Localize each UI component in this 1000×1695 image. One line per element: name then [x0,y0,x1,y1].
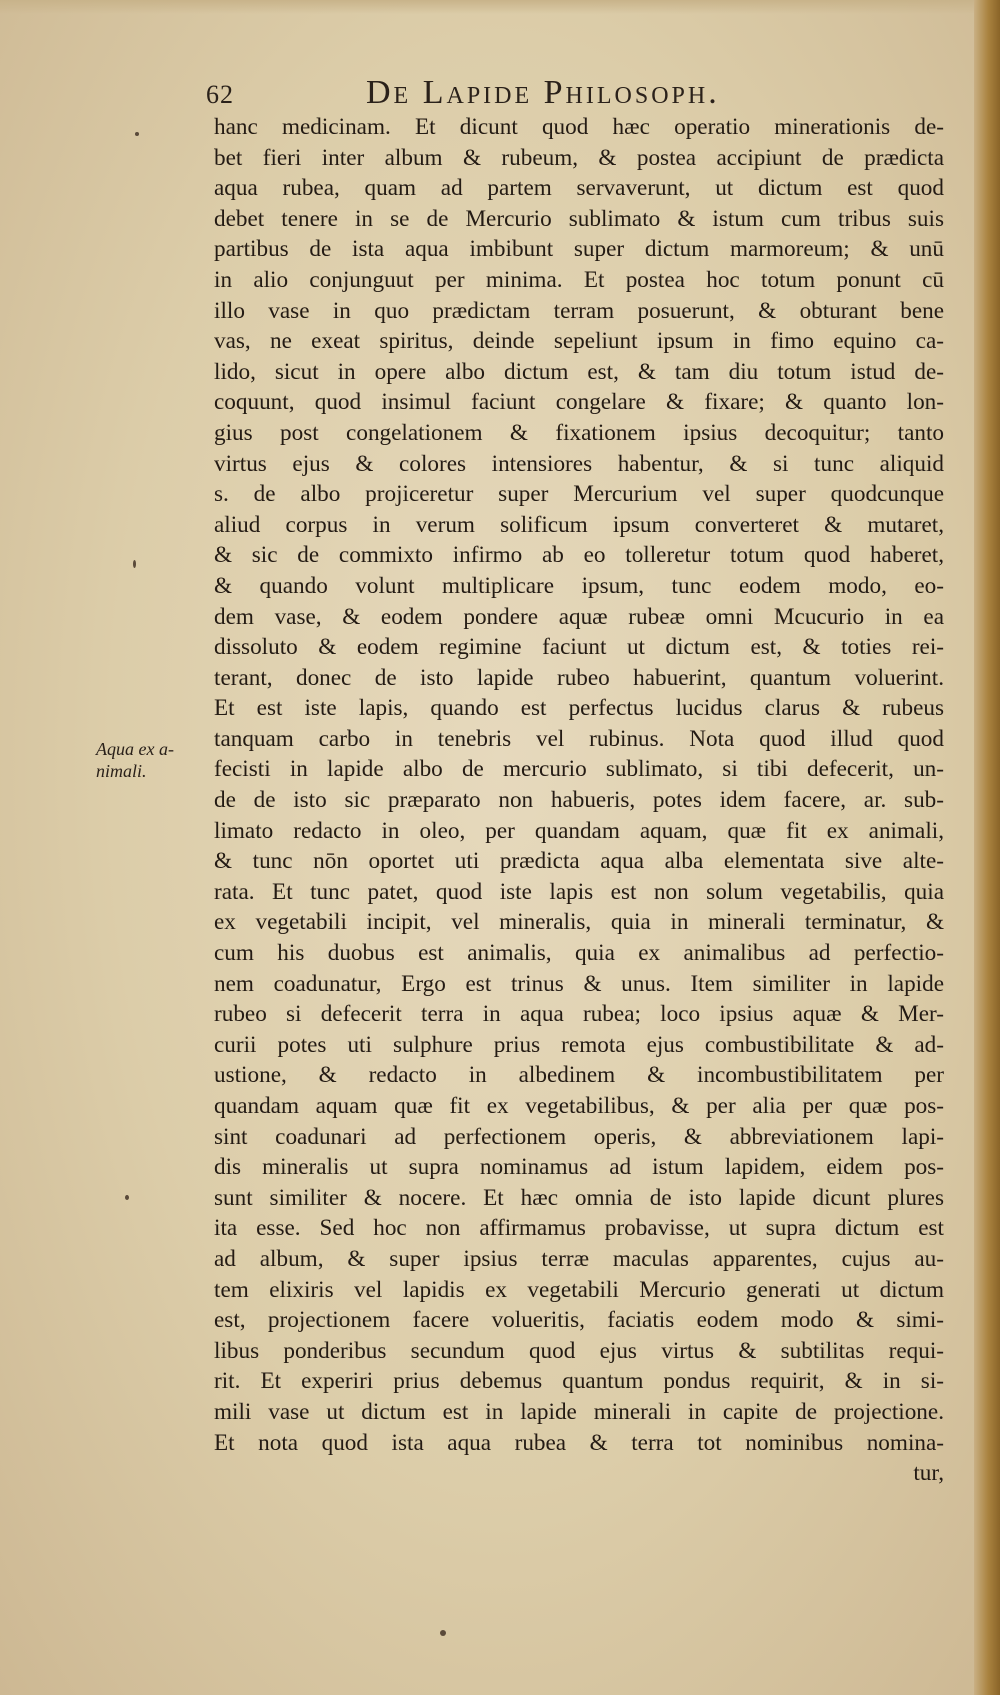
ink-speck [133,560,136,568]
text-line: Et est iste lapis, quando est perfectus lucidus clarus & rubeus [214,695,944,722]
text-line: nem coadunatur, Ergo est trinus & unus. Item similiter in lapide [214,970,944,997]
text-line: rubeo si defecerit terra in aqua rubea; loco ipsius aquæ & Mer- [214,1001,944,1028]
margin-note-line: Aqua ex a- [96,739,174,759]
text-line: ex vegetabili incipit, vel mineralis, quia in minerali terminatur, & [214,909,944,936]
text-line: virtus ejus & colores intensiores habentur, & si tunc aliquid [214,450,944,477]
text-line: terant, donec de isto lapide rubeo habuerint, quantum voluerint. [214,664,944,691]
text-line: debet tenere in se de Mercurio sublimato & istum cum tribus suis [214,205,944,232]
text-line: ad album, & super ipsius terræ maculas apparentes, cujus au- [214,1245,944,1272]
text-line: partibus de ista aqua imbibunt super dictum marmoreum; & unū [214,236,944,263]
text-line: bet fieri inter album & rubeum, & postea accipiunt de prædicta [214,144,944,171]
text-line: dem vase, & eodem pondere aquæ rubeæ omni Mcucurio in ea [214,603,944,630]
text-line: est, projectionem facere volueritis, faciatis eodem modo & simi- [214,1307,944,1334]
text-line: & sic de commixto infirmo ab eo tolleretur totum quod haberet, [214,542,944,569]
text-line: Et nota quod ista aqua rubea & terra tot nominibus nomina- [214,1429,944,1456]
page-top-shadow [0,0,1000,14]
text-line: sunt similiter & nocere. Et hæc omnia de isto lapide dicunt plures [214,1184,944,1211]
text-line: dis mineralis ut supra nominamus ad istum lapidem, eidem pos- [214,1154,944,1181]
body-text [214,112,944,1489]
text-line: s. de albo projiceretur super Mercurium vel super quodcunque [214,481,944,508]
text-line: ita esse. Sed hoc non affirmamus probavisse, ut supra dictum est [214,1215,944,1242]
text-line: lido, sicut in opere albo dictum est, & tam diu totum istud de- [214,358,944,385]
text-line: dissoluto & eodem regimine faciunt ut dictum est, & toties rei- [214,634,944,661]
text-line: rit. Et experiri prius debemus quantum pondus requirit, & in si- [214,1368,944,1395]
text-line: ustione, & redacto in albedinem & incombustibilitatem per [214,1062,944,1089]
text-line: vas, ne exeat spiritus, deinde sepeliunt ipsum in fimo equino ca- [214,328,944,355]
catchword: tur, [913,1460,944,1487]
text-line: mili vase ut dictum est in lapide minerali in capite de projectione. [214,1398,944,1425]
margin-note [96,738,196,782]
running-title: De Lapide Philosoph. [366,74,720,111]
text-line: & tunc nōn oportet uti prædicta aqua alba elementata sive alte- [214,848,944,875]
text-line: aqua rubea, quam ad partem servaverunt, ut dictum est quod [214,175,944,202]
text-line: sint coadunari ad perfectionem operis, & abbreviationem lapi- [214,1123,944,1150]
page-number: 62 [206,80,234,109]
text-line: aliud corpus in verum solificum ipsum converteret & mutaret, [214,511,944,538]
ink-speck [125,1195,129,1200]
text-line: rata. Et tunc patet, quod iste lapis est non solum vegetabilis, quia [214,878,944,905]
ink-speck [135,132,139,136]
text-line: tem elixiris vel lapidis ex vegetabili Mercurio generati ut dictum [214,1276,944,1303]
text-line: hanc medicinam. Et dicunt quod hæc operatio minerationis de- [214,114,944,140]
text-line: gius post congelationem & fixationem ipsius decoquitur; tanto [214,419,944,446]
text-line: de de isto sic præparato non habueris, potes idem facere, ar. sub- [214,787,944,814]
text-line: tanquam carbo in tenebris vel rubinus. Nota quod illud quod [214,725,944,752]
ink-speck [440,1630,446,1636]
page-header [206,74,946,114]
margin-note-line: nimali. [96,761,147,781]
text-line: curii potes uti sulphure prius remota ejus combustibilitate & ad- [214,1031,944,1058]
page-gutter-edge [974,0,1000,1695]
text-line: limato redacto in oleo, per quandam aquam, quæ fit ex animali, [214,817,944,844]
text-line: coquunt, quod insimul faciunt congelare & fixare; & quanto lon- [214,389,944,416]
text-line: illo vase in quo prædictam terram posuerunt, & obturant bene [214,297,944,324]
text-line: quandam aquam quæ fit ex vegetabilibus, & per alia per quæ pos- [214,1093,944,1119]
text-line: fecisti in lapide albo de mercurio sublimato, si tibi defecerit, un- [214,756,944,783]
text-line: libus ponderibus secundum quod ejus virtus & subtilitas requi- [214,1337,944,1364]
text-line: in alio conjunguut per minima. Et postea hoc totum ponunt cū [214,266,944,293]
text-line: cum his duobus est animalis, quia ex animalibus ad perfectio- [214,940,944,967]
text-line: & quando volunt multiplicare ipsum, tunc eodem modo, eo- [214,572,944,599]
